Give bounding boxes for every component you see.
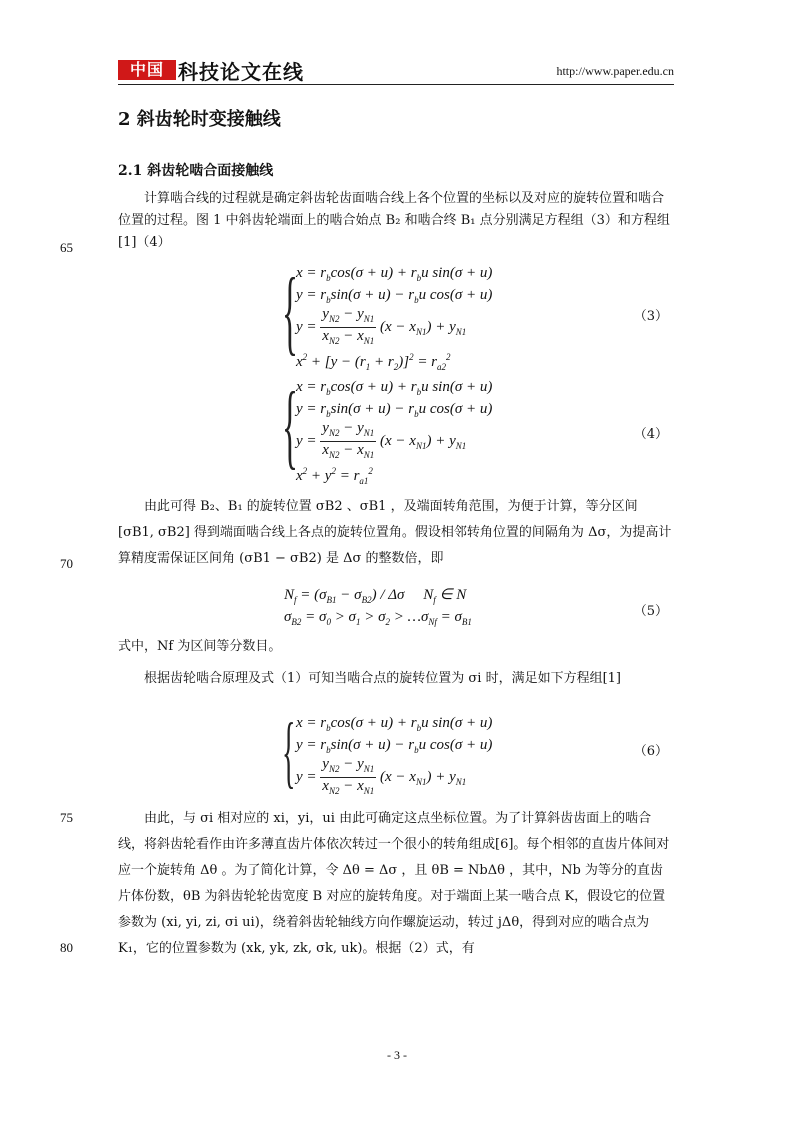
line-number-80: 80 xyxy=(60,940,73,955)
paragraph-2 xyxy=(118,494,674,572)
line-number-70: 70 xyxy=(60,556,73,571)
page-number: - 3 - xyxy=(387,1048,407,1062)
subsection-title: 2.1 斜齿轮啮合面接触线 xyxy=(118,163,274,179)
paragraph-2-text: 由此可得 B₂、B₁ 的旋转位置 σB2 、σB1 ，及端面转角范围，为便于计算，等分区间 [σB1, σB2] 得到端面啮合线上各点的旋转位置角。假设相邻转角位置的间隔角为 Δσ，为提高计算精度需保证区间角 (σB1 − σB2) 是 Δσ 的整数倍，即 xyxy=(118,499,672,566)
paragraph-1 xyxy=(118,188,674,254)
paragraph-3-text: 式中，Nf 为区间等分数目。 xyxy=(118,639,282,654)
equation-6: { $x = r_b\cos(\sigma + u) + r_bu$ sin(σ + u) $y = r_b\sin(\sigma + u) - r_bu$ cos(σ + u) y = $\frac{y_{N2} - y_{N1}}{x_{N2} - x_{N1}}$ $(x - x_{N1}) + y_{N1}$ xyxy=(282,708,493,796)
journal-logo xyxy=(118,58,304,82)
paragraph-4 xyxy=(118,668,674,690)
logo-mark: 中国 xyxy=(118,60,176,80)
equation-label-6: （6） xyxy=(633,744,668,759)
paragraph-3 xyxy=(118,636,674,658)
equation-label-4: （4） xyxy=(633,427,668,442)
paragraph-5 xyxy=(118,806,674,962)
equation-3: { $x = r_b\cos(\sigma + u) + r_bu$ sin(σ + u) $y = r_b\sin(\sigma + u) - r_bu$ cos(σ + u) y = $\frac{y_{N2} - y_{N1}}{x_{N2} - x_{N1}}$ $(x - x_{N1}) + y_{N1}$ $x^2 + [y - (r_1 + r_2)]^2 = r_{a2}^2$ xyxy=(282,258,493,372)
line-number-65: 65 xyxy=(60,240,73,255)
equation-5: $N_f = (\sigma_{B1} - \sigma_{B2}) / \Delta\sigma$ $N_f$ ∈ N $\sigma_{B2} = \sigma_0 > \sigma_1 > \sigma_2$ > $\dots\sigma_{Nf} = \sigma_{B1}$ xyxy=(284,587,472,627)
paragraph-1-text: 计算啮合线的过程就是确定斜齿轮齿面啮合线上各个位置的坐标以及对应的旋转位置和啮合位置的过程。图 1 中斜齿轮端面上的啮合始点 B₂ 和啮合终 B₁ 点分别满足方程组（3）和方程组[1]（4） xyxy=(118,191,670,250)
header-url[interactable]: http://www.paper.edu.cn xyxy=(556,64,674,78)
equation-label-5: （5） xyxy=(633,604,668,619)
equation-label-3: （3） xyxy=(633,309,668,324)
line-number-75: 75 xyxy=(60,810,73,825)
paragraph-5-text: 由此，与 σi 相对应的 xi，yi，ui 由此可确定这点坐标位置。为了计算斜齿齿面上的啮合线，将斜齿轮看作由许多薄直齿片体依次转过一个很小的转角组成[6]。每个相邻的直齿片体间对应一个旋转角 Δθ 。为了简化计算，令 Δθ = Δσ ，且 θB = NbΔθ ，其中，Nb 为等分的直齿片体份数，θB 为斜齿轮轮齿宽度 B 对应的旋转角度。对于端面上某一啮合点 K，假设它的位置参数为 (xi, yi, zi, σi ui)，绕着斜齿轮轴线方向作螺旋运动，转过 jΔθ，得到对应的啮合点为 K₁，它的位置参数为 (xk, yk, zk, σk, uk)。根据（2）式，有 xyxy=(118,811,670,956)
paragraph-4-text: 根据齿轮啮合原理及式（1）可知当啮合点的旋转位置为 σi 时，满足如下方程组[1] xyxy=(144,671,621,686)
section-title: 2 斜齿轮时变接触线 xyxy=(118,109,281,130)
logo-text: 科技论文在线 xyxy=(178,59,304,84)
header-rule xyxy=(118,84,674,85)
equation-4: { $x = r_b\cos(\sigma + u) + r_bu$ sin(σ + u) $y = r_b\sin(\sigma + u) - r_bu$ cos(σ + u) y = $\frac{y_{N2} - y_{N1}}{x_{N2} - x_{N1}}$ $(x - x_{N1}) + y_{N1}$ $x^2 + y^2 = r_{a1}^2$ xyxy=(282,372,493,486)
